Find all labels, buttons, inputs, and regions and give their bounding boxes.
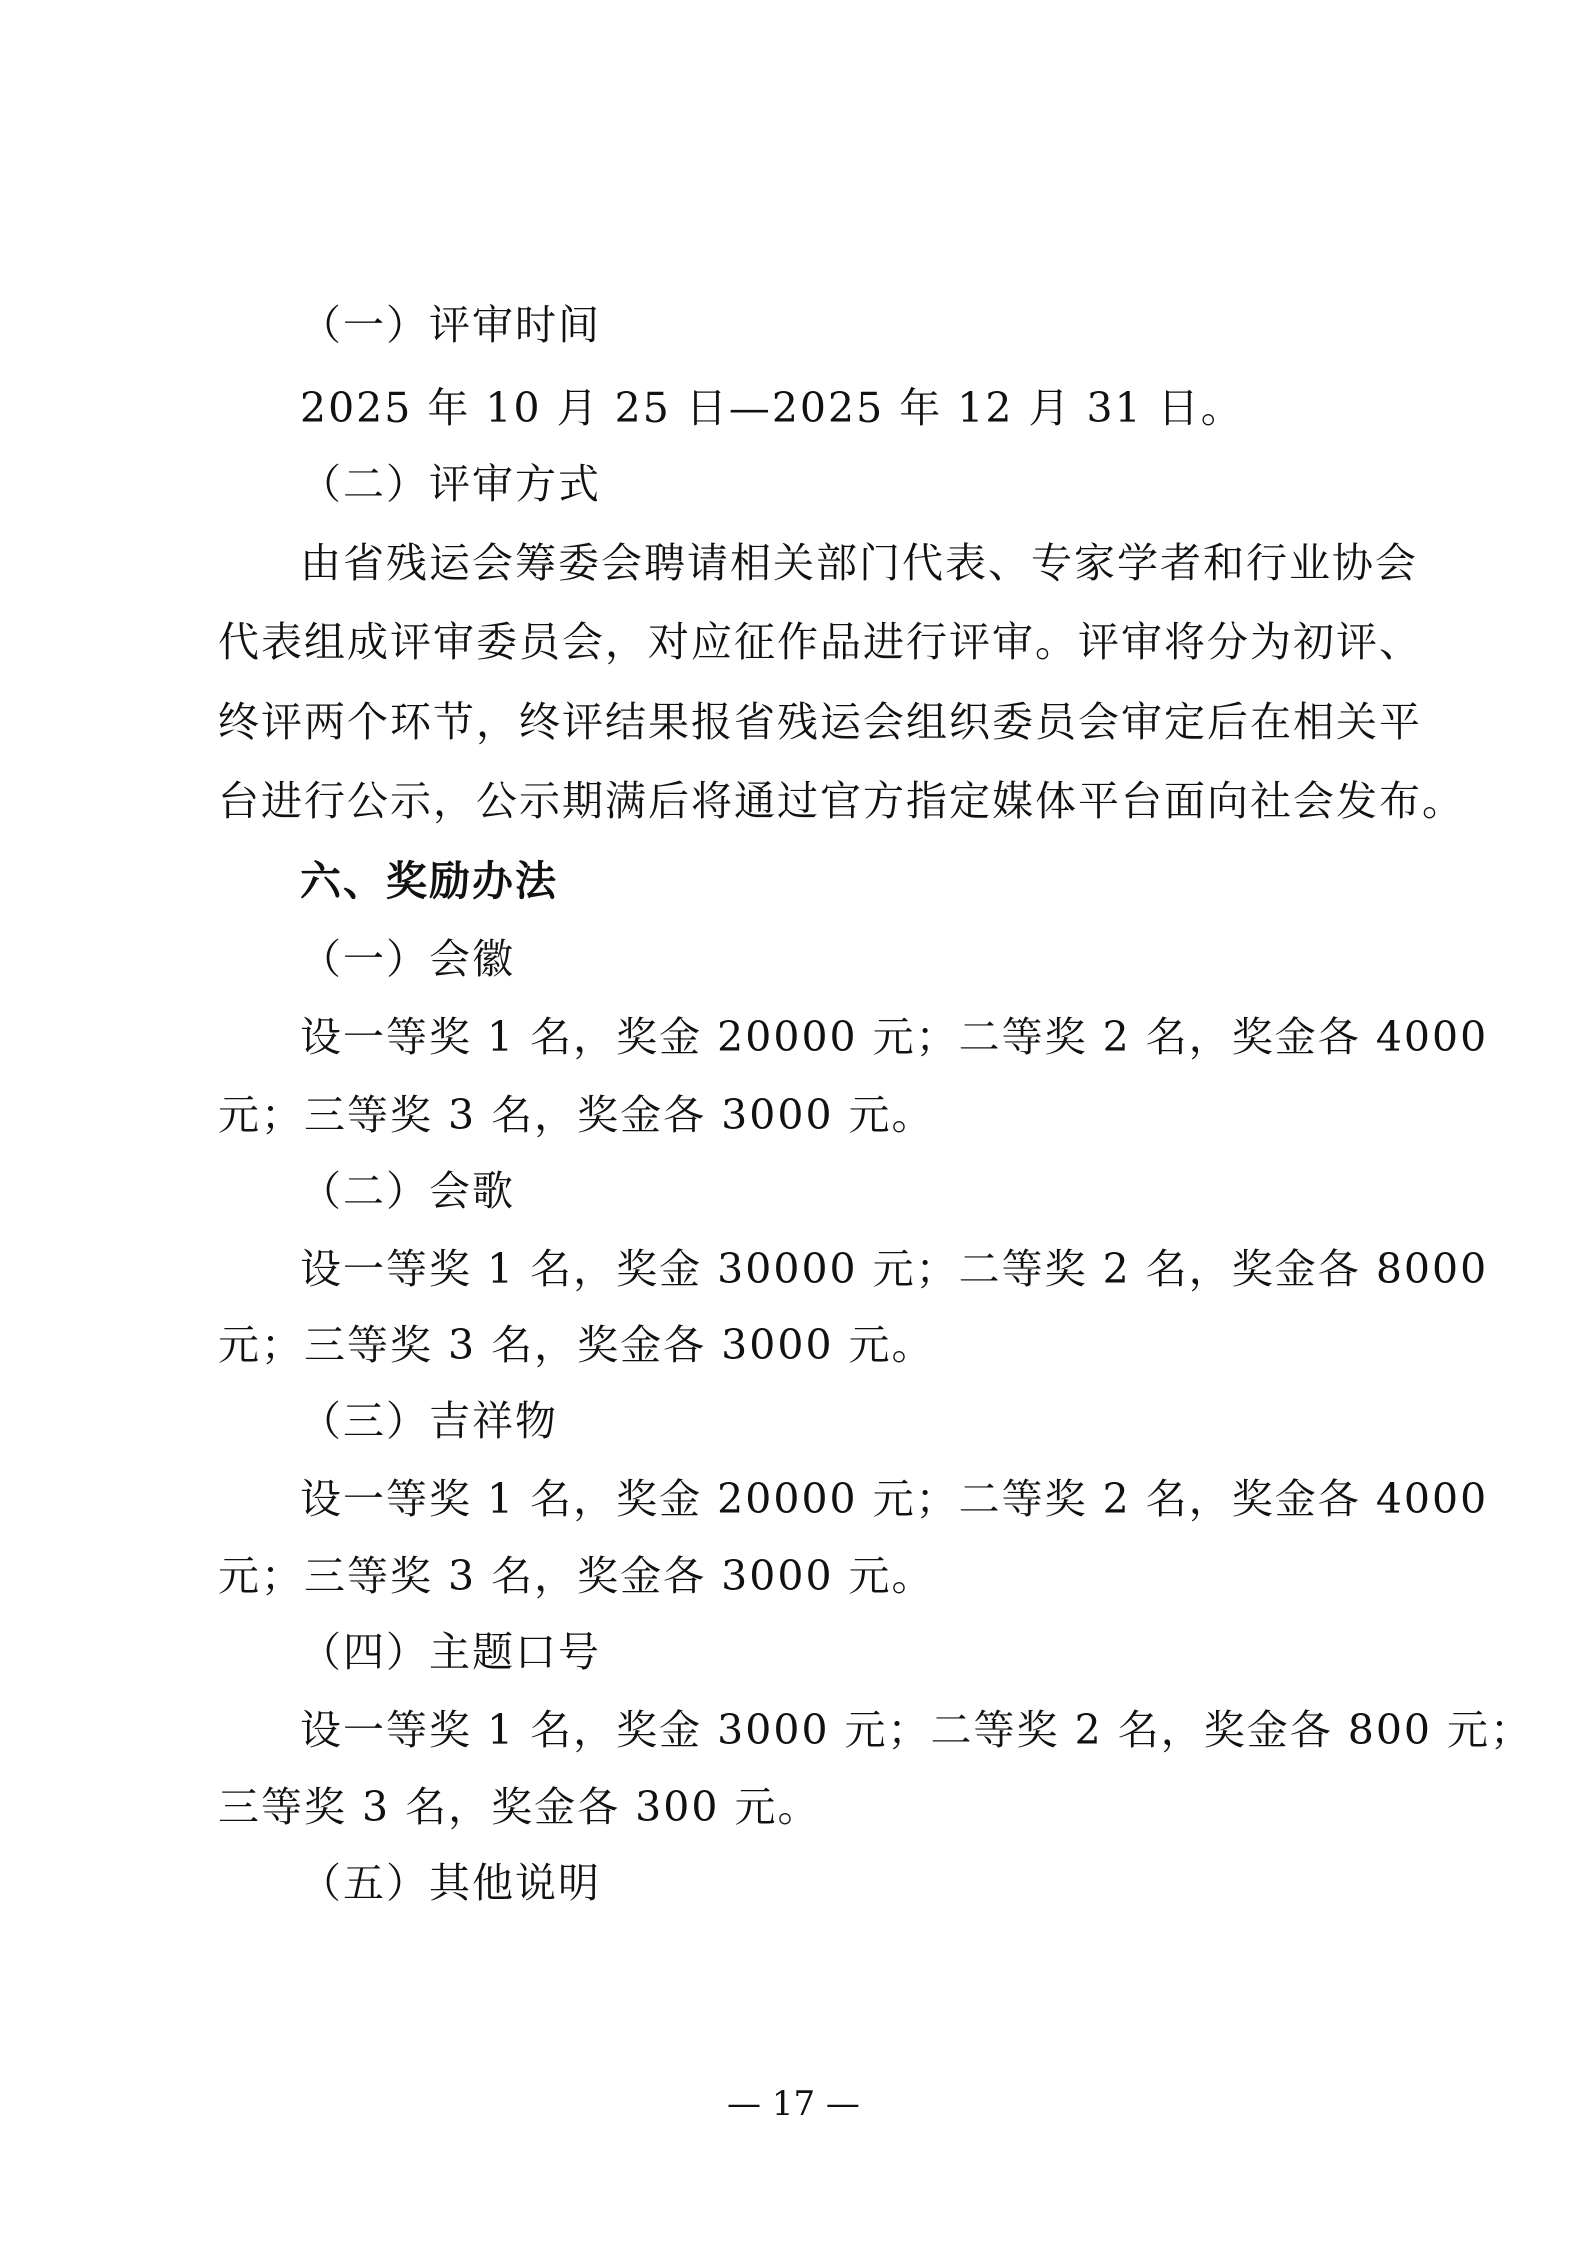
mascot-award-line: 元；三等奖 3 名，奖金各 3000 元。 xyxy=(218,1552,935,1600)
mascot-award-line: 设一等奖 1 名，奖金 20000 元；二等奖 2 名，奖金各 4000 xyxy=(300,1475,1489,1523)
slogan-award-line: 三等奖 3 名，奖金各 300 元。 xyxy=(218,1783,821,1831)
song-heading: （二）会歌 xyxy=(300,1167,515,1215)
slogan-heading: （四）主题口号 xyxy=(300,1628,601,1676)
review-time-heading: （一）评审时间 xyxy=(300,301,601,349)
review-method-line: 代表组成评审委员会，对应征作品进行评审。评审将分为初评、 xyxy=(218,618,1422,666)
review-method-line: 由省残运会筹委会聘请相关部门代表、专家学者和行业协会 xyxy=(300,539,1418,587)
emblem-award-line: 设一等奖 1 名，奖金 20000 元；二等奖 2 名，奖金各 4000 xyxy=(300,1013,1489,1061)
song-award-line: 元；三等奖 3 名，奖金各 3000 元。 xyxy=(218,1321,935,1369)
mascot-heading: （三）吉祥物 xyxy=(300,1397,558,1445)
review-time-text: 2025 年 10 月 25 日—2025 年 12 月 31 日。 xyxy=(300,384,1244,432)
song-award-line: 设一等奖 1 名，奖金 30000 元；二等奖 2 名，奖金各 8000 xyxy=(300,1245,1489,1293)
slogan-award-line: 设一等奖 1 名，奖金 3000 元；二等奖 2 名，奖金各 800 元； xyxy=(300,1706,1534,1754)
review-method-heading: （二）评审方式 xyxy=(300,460,601,508)
emblem-award-line: 元；三等奖 3 名，奖金各 3000 元。 xyxy=(218,1091,935,1139)
awards-section-heading: 六、奖励办法 xyxy=(300,857,558,905)
review-method-line: 台进行公示，公示期满后将通过官方指定媒体平台面向社会发布。 xyxy=(218,777,1465,825)
other-notes-heading: （五）其他说明 xyxy=(300,1859,601,1907)
page-number: — 17 — xyxy=(727,2084,860,2124)
emblem-heading: （一）会徽 xyxy=(300,935,515,983)
review-method-line: 终评两个环节，终评结果报省残运会组织委员会审定后在相关平 xyxy=(218,698,1422,746)
